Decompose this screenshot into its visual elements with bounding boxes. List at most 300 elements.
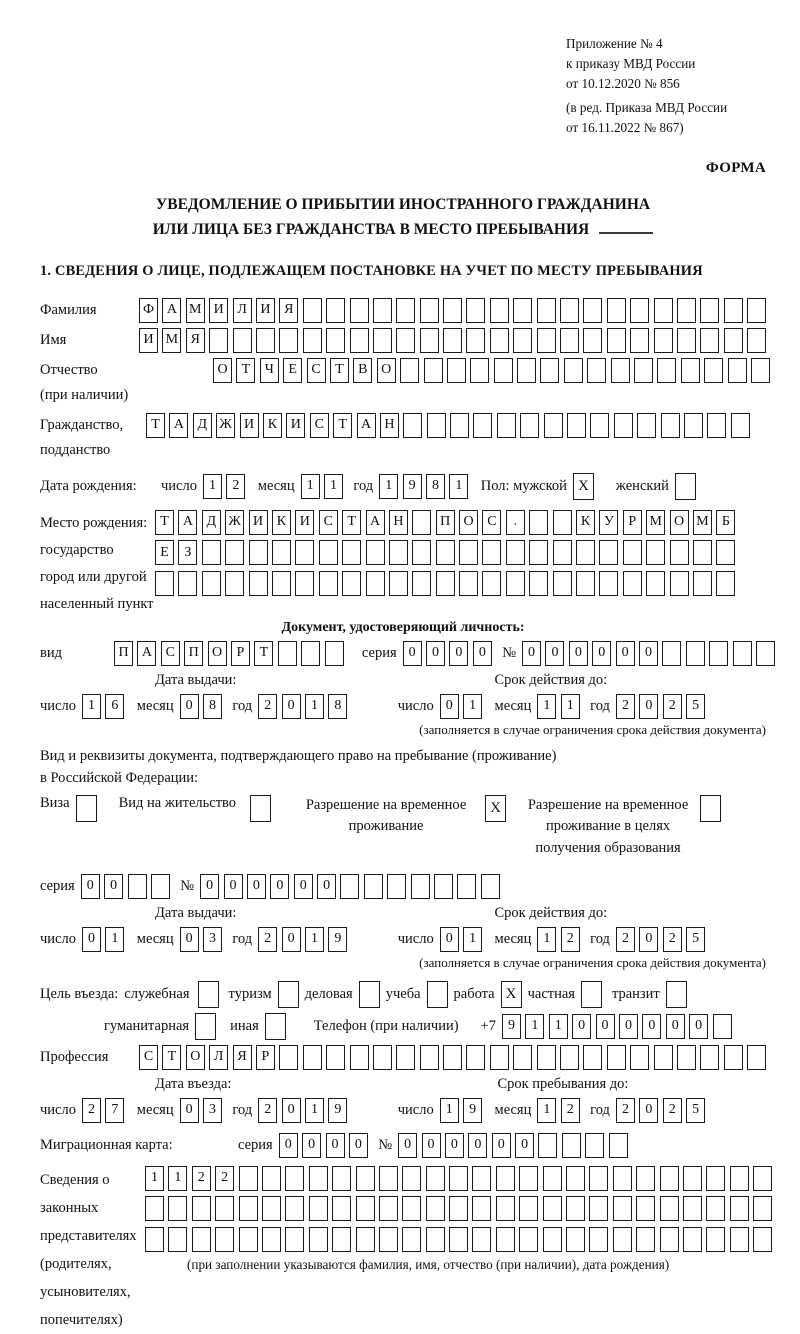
char-box[interactable] xyxy=(654,1045,673,1070)
char-box[interactable]: 1 xyxy=(203,474,222,499)
char-box[interactable]: 3 xyxy=(203,927,222,952)
char-box[interactable]: В xyxy=(353,358,372,383)
char-box[interactable]: Я xyxy=(186,328,205,353)
char-box[interactable]: И xyxy=(295,510,314,535)
char-box[interactable] xyxy=(373,298,392,323)
char-box[interactable] xyxy=(466,1045,485,1070)
char-box[interactable] xyxy=(724,328,743,353)
char-box[interactable] xyxy=(693,540,712,565)
char-box[interactable] xyxy=(662,641,681,666)
char-box[interactable]: 9 xyxy=(328,927,347,952)
char-box[interactable]: 0 xyxy=(224,874,243,899)
char-box[interactable]: Т xyxy=(146,413,165,438)
char-box[interactable] xyxy=(128,874,147,899)
char-box[interactable]: О xyxy=(208,641,227,666)
char-box[interactable] xyxy=(225,540,244,565)
char-box[interactable]: 2 xyxy=(561,927,580,952)
char-box[interactable] xyxy=(543,1166,562,1191)
char-box[interactable]: Я xyxy=(233,1045,252,1070)
char-box[interactable]: 1 xyxy=(449,474,468,499)
char-box[interactable] xyxy=(396,328,415,353)
char-box[interactable]: Р xyxy=(231,641,250,666)
char-box[interactable]: 0 xyxy=(302,1133,321,1158)
char-box[interactable] xyxy=(646,540,665,565)
char-box[interactable] xyxy=(389,540,408,565)
char-box[interactable] xyxy=(686,641,705,666)
char-box[interactable]: Л xyxy=(233,298,252,323)
char-box[interactable] xyxy=(753,1196,772,1221)
char-box[interactable]: Н xyxy=(389,510,408,535)
char-box[interactable] xyxy=(490,328,509,353)
char-box[interactable] xyxy=(482,540,501,565)
purpose-study-checkbox[interactable] xyxy=(427,981,448,1008)
char-box[interactable] xyxy=(356,1166,375,1191)
char-box[interactable]: 1 xyxy=(463,694,482,719)
char-box[interactable]: 0 xyxy=(515,1133,534,1158)
char-box[interactable] xyxy=(202,540,221,565)
char-box[interactable]: 8 xyxy=(426,474,445,499)
char-box[interactable]: 0 xyxy=(282,927,301,952)
char-box[interactable] xyxy=(646,571,665,596)
char-box[interactable] xyxy=(490,298,509,323)
char-box[interactable] xyxy=(683,1196,702,1221)
char-box[interactable] xyxy=(614,413,633,438)
char-box[interactable] xyxy=(309,1227,328,1252)
char-box[interactable] xyxy=(661,413,680,438)
char-box[interactable] xyxy=(481,874,500,899)
char-box[interactable] xyxy=(553,571,572,596)
char-box[interactable] xyxy=(366,571,385,596)
char-box[interactable] xyxy=(683,1166,702,1191)
char-box[interactable] xyxy=(543,1227,562,1252)
char-box[interactable] xyxy=(472,1166,491,1191)
char-box[interactable] xyxy=(466,298,485,323)
char-box[interactable] xyxy=(233,328,252,353)
char-box[interactable]: 1 xyxy=(145,1166,164,1191)
char-box[interactable] xyxy=(272,571,291,596)
char-box[interactable] xyxy=(519,1227,538,1252)
char-box[interactable]: 0 xyxy=(200,874,219,899)
char-box[interactable] xyxy=(599,540,618,565)
char-box[interactable]: С xyxy=(482,510,501,535)
char-box[interactable] xyxy=(566,1166,585,1191)
char-box[interactable] xyxy=(562,1133,581,1158)
char-box[interactable]: А xyxy=(169,413,188,438)
char-box[interactable]: Е xyxy=(155,540,174,565)
char-box[interactable] xyxy=(751,358,770,383)
char-box[interactable]: 2 xyxy=(663,1098,682,1123)
char-box[interactable]: 0 xyxy=(104,874,123,899)
purpose-humanitarian-checkbox[interactable] xyxy=(195,1013,216,1040)
char-box[interactable] xyxy=(225,571,244,596)
char-box[interactable] xyxy=(319,571,338,596)
char-box[interactable] xyxy=(411,874,430,899)
char-box[interactable]: С xyxy=(310,413,329,438)
char-box[interactable] xyxy=(706,1196,725,1221)
char-box[interactable] xyxy=(303,298,322,323)
char-box[interactable] xyxy=(517,358,536,383)
char-box[interactable]: 0 xyxy=(545,641,564,666)
char-box[interactable]: 8 xyxy=(203,694,222,719)
char-box[interactable] xyxy=(262,1166,281,1191)
char-box[interactable] xyxy=(426,1196,445,1221)
char-box[interactable] xyxy=(427,413,446,438)
char-box[interactable]: 2 xyxy=(616,694,635,719)
char-box[interactable] xyxy=(623,540,642,565)
char-box[interactable] xyxy=(309,1166,328,1191)
char-box[interactable] xyxy=(403,413,422,438)
char-box[interactable]: 9 xyxy=(403,474,422,499)
char-box[interactable] xyxy=(700,1045,719,1070)
char-box[interactable]: 9 xyxy=(463,1098,482,1123)
char-box[interactable] xyxy=(496,1196,515,1221)
char-box[interactable]: П xyxy=(114,641,133,666)
char-box[interactable] xyxy=(402,1227,421,1252)
temp-permit-checkbox[interactable]: X xyxy=(485,795,506,822)
char-box[interactable] xyxy=(613,1227,632,1252)
char-box[interactable] xyxy=(660,1227,679,1252)
char-box[interactable]: 0 xyxy=(294,874,313,899)
char-box[interactable] xyxy=(589,1166,608,1191)
char-box[interactable]: 0 xyxy=(440,694,459,719)
char-box[interactable] xyxy=(443,328,462,353)
char-box[interactable]: 0 xyxy=(403,641,422,666)
char-box[interactable] xyxy=(519,1196,538,1221)
residence-permit-checkbox[interactable] xyxy=(250,795,271,822)
char-box[interactable]: Р xyxy=(623,510,642,535)
char-box[interactable]: О xyxy=(670,510,689,535)
char-box[interactable]: 9 xyxy=(502,1014,521,1039)
char-box[interactable]: 1 xyxy=(168,1166,187,1191)
char-box[interactable] xyxy=(340,874,359,899)
char-box[interactable] xyxy=(700,298,719,323)
char-box[interactable] xyxy=(356,1196,375,1221)
char-box[interactable] xyxy=(713,1014,732,1039)
char-box[interactable] xyxy=(178,571,197,596)
char-box[interactable] xyxy=(677,328,696,353)
char-box[interactable] xyxy=(607,328,626,353)
char-box[interactable] xyxy=(544,413,563,438)
char-box[interactable] xyxy=(677,1045,696,1070)
char-box[interactable] xyxy=(168,1227,187,1252)
char-box[interactable] xyxy=(520,413,539,438)
char-box[interactable] xyxy=(459,571,478,596)
char-box[interactable] xyxy=(753,1227,772,1252)
char-box[interactable] xyxy=(654,298,673,323)
char-box[interactable]: И xyxy=(139,328,158,353)
char-box[interactable] xyxy=(537,298,556,323)
char-box[interactable]: Ж xyxy=(216,413,235,438)
char-box[interactable]: 1 xyxy=(537,1098,556,1123)
char-box[interactable] xyxy=(326,328,345,353)
char-box[interactable] xyxy=(457,874,476,899)
char-box[interactable] xyxy=(396,1045,415,1070)
char-box[interactable]: 0 xyxy=(82,927,101,952)
char-box[interactable] xyxy=(202,571,221,596)
char-box[interactable] xyxy=(716,571,735,596)
char-box[interactable]: 2 xyxy=(192,1166,211,1191)
char-box[interactable]: 5 xyxy=(686,927,705,952)
char-box[interactable]: Р xyxy=(256,1045,275,1070)
char-box[interactable]: 1 xyxy=(561,694,580,719)
char-box[interactable] xyxy=(389,571,408,596)
char-box[interactable] xyxy=(630,328,649,353)
char-box[interactable] xyxy=(730,1196,749,1221)
char-box[interactable] xyxy=(412,540,431,565)
char-box[interactable] xyxy=(709,641,728,666)
char-box[interactable]: 2 xyxy=(258,694,277,719)
char-box[interactable] xyxy=(583,328,602,353)
char-box[interactable] xyxy=(566,1196,585,1221)
char-box[interactable] xyxy=(145,1227,164,1252)
char-box[interactable] xyxy=(249,540,268,565)
char-box[interactable]: 1 xyxy=(324,474,343,499)
char-box[interactable] xyxy=(589,1196,608,1221)
char-box[interactable] xyxy=(506,571,525,596)
char-box[interactable]: 3 xyxy=(203,1098,222,1123)
char-box[interactable] xyxy=(450,413,469,438)
char-box[interactable] xyxy=(513,328,532,353)
char-box[interactable]: Я xyxy=(279,298,298,323)
char-box[interactable] xyxy=(295,540,314,565)
char-box[interactable]: 2 xyxy=(258,1098,277,1123)
char-box[interactable] xyxy=(332,1166,351,1191)
char-box[interactable] xyxy=(730,1166,749,1191)
char-box[interactable]: 0 xyxy=(426,641,445,666)
char-box[interactable]: 0 xyxy=(639,694,658,719)
char-box[interactable] xyxy=(636,1227,655,1252)
char-box[interactable] xyxy=(436,540,455,565)
char-box[interactable]: 0 xyxy=(572,1014,591,1039)
char-box[interactable]: А xyxy=(137,641,156,666)
char-box[interactable] xyxy=(279,1045,298,1070)
char-box[interactable]: 0 xyxy=(180,927,199,952)
char-box[interactable] xyxy=(420,328,439,353)
visa-checkbox[interactable] xyxy=(76,795,97,822)
char-box[interactable] xyxy=(239,1196,258,1221)
char-box[interactable]: И xyxy=(249,510,268,535)
char-box[interactable] xyxy=(707,413,726,438)
char-box[interactable]: 0 xyxy=(639,927,658,952)
char-box[interactable] xyxy=(670,571,689,596)
char-box[interactable] xyxy=(683,1227,702,1252)
char-box[interactable]: 0 xyxy=(247,874,266,899)
char-box[interactable]: Т xyxy=(342,510,361,535)
char-box[interactable] xyxy=(724,298,743,323)
char-box[interactable] xyxy=(379,1227,398,1252)
char-box[interactable] xyxy=(387,874,406,899)
char-box[interactable]: 1 xyxy=(305,1098,324,1123)
char-box[interactable] xyxy=(585,1133,604,1158)
char-box[interactable]: И xyxy=(209,298,228,323)
char-box[interactable]: Е xyxy=(283,358,302,383)
char-box[interactable] xyxy=(636,1166,655,1191)
char-box[interactable]: 0 xyxy=(317,874,336,899)
char-box[interactable]: Д xyxy=(193,413,212,438)
char-box[interactable] xyxy=(636,1196,655,1221)
char-box[interactable]: Ж xyxy=(225,510,244,535)
male-checkbox[interactable]: X xyxy=(573,473,594,500)
char-box[interactable] xyxy=(630,298,649,323)
char-box[interactable]: М xyxy=(646,510,665,535)
char-box[interactable] xyxy=(607,1045,626,1070)
char-box[interactable] xyxy=(472,1227,491,1252)
char-box[interactable] xyxy=(239,1227,258,1252)
char-box[interactable]: С xyxy=(319,510,338,535)
char-box[interactable]: 2 xyxy=(561,1098,580,1123)
char-box[interactable]: 1 xyxy=(305,694,324,719)
char-box[interactable]: К xyxy=(576,510,595,535)
char-box[interactable]: М xyxy=(693,510,712,535)
char-box[interactable] xyxy=(373,1045,392,1070)
char-box[interactable] xyxy=(192,1196,211,1221)
char-box[interactable] xyxy=(192,1227,211,1252)
char-box[interactable] xyxy=(567,413,586,438)
char-box[interactable]: К xyxy=(263,413,282,438)
char-box[interactable] xyxy=(654,328,673,353)
char-box[interactable]: 0 xyxy=(596,1014,615,1039)
char-box[interactable]: 1 xyxy=(301,474,320,499)
char-box[interactable]: А xyxy=(357,413,376,438)
char-box[interactable]: Т xyxy=(236,358,255,383)
purpose-tourism-checkbox[interactable] xyxy=(278,981,299,1008)
char-box[interactable] xyxy=(599,571,618,596)
char-box[interactable] xyxy=(731,413,750,438)
char-box[interactable] xyxy=(472,1196,491,1221)
char-box[interactable]: О xyxy=(213,358,232,383)
char-box[interactable] xyxy=(278,641,297,666)
char-box[interactable] xyxy=(706,1227,725,1252)
char-box[interactable] xyxy=(506,540,525,565)
char-box[interactable] xyxy=(342,571,361,596)
char-box[interactable]: М xyxy=(186,298,205,323)
char-box[interactable] xyxy=(576,571,595,596)
char-box[interactable] xyxy=(285,1166,304,1191)
char-box[interactable] xyxy=(279,328,298,353)
char-box[interactable]: 0 xyxy=(689,1014,708,1039)
char-box[interactable] xyxy=(249,571,268,596)
char-box[interactable] xyxy=(513,1045,532,1070)
char-box[interactable]: 5 xyxy=(686,694,705,719)
char-box[interactable]: 0 xyxy=(180,694,199,719)
char-box[interactable] xyxy=(609,1133,628,1158)
char-box[interactable] xyxy=(459,540,478,565)
char-box[interactable] xyxy=(494,358,513,383)
char-box[interactable] xyxy=(332,1196,351,1221)
char-box[interactable] xyxy=(209,328,228,353)
char-box[interactable]: 5 xyxy=(686,1098,705,1123)
char-box[interactable] xyxy=(583,1045,602,1070)
char-box[interactable] xyxy=(519,1166,538,1191)
char-box[interactable]: О xyxy=(186,1045,205,1070)
char-box[interactable] xyxy=(396,298,415,323)
char-box[interactable] xyxy=(295,571,314,596)
char-box[interactable] xyxy=(587,358,606,383)
char-box[interactable] xyxy=(325,641,344,666)
char-box[interactable]: 0 xyxy=(422,1133,441,1158)
char-box[interactable]: Т xyxy=(155,510,174,535)
char-box[interactable] xyxy=(564,358,583,383)
char-box[interactable]: Л xyxy=(209,1045,228,1070)
char-box[interactable]: 0 xyxy=(666,1014,685,1039)
char-box[interactable] xyxy=(303,328,322,353)
char-box[interactable]: Ф xyxy=(139,298,158,323)
char-box[interactable] xyxy=(560,298,579,323)
char-box[interactable]: 0 xyxy=(398,1133,417,1158)
char-box[interactable]: П xyxy=(184,641,203,666)
char-box[interactable]: С xyxy=(161,641,180,666)
char-box[interactable] xyxy=(402,1166,421,1191)
char-box[interactable] xyxy=(496,1227,515,1252)
char-box[interactable] xyxy=(529,571,548,596)
char-box[interactable] xyxy=(490,1045,509,1070)
char-box[interactable] xyxy=(215,1196,234,1221)
char-box[interactable]: М xyxy=(162,328,181,353)
char-box[interactable] xyxy=(747,298,766,323)
char-box[interactable]: 7 xyxy=(105,1098,124,1123)
char-box[interactable] xyxy=(716,540,735,565)
char-box[interactable]: Т xyxy=(254,641,273,666)
char-box[interactable]: 2 xyxy=(82,1098,101,1123)
char-box[interactable] xyxy=(326,298,345,323)
char-box[interactable] xyxy=(747,328,766,353)
char-box[interactable] xyxy=(684,413,703,438)
char-box[interactable] xyxy=(285,1227,304,1252)
char-box[interactable]: 1 xyxy=(463,927,482,952)
char-box[interactable]: 1 xyxy=(305,927,324,952)
char-box[interactable] xyxy=(728,358,747,383)
char-box[interactable] xyxy=(466,328,485,353)
char-box[interactable]: 0 xyxy=(639,641,658,666)
char-box[interactable] xyxy=(262,1196,281,1221)
char-box[interactable] xyxy=(319,540,338,565)
char-box[interactable]: 2 xyxy=(258,927,277,952)
char-box[interactable] xyxy=(364,874,383,899)
char-box[interactable]: 0 xyxy=(619,1014,638,1039)
char-box[interactable] xyxy=(470,358,489,383)
char-box[interactable] xyxy=(373,328,392,353)
char-box[interactable]: 0 xyxy=(592,641,611,666)
char-box[interactable]: 1 xyxy=(537,694,556,719)
char-box[interactable]: 1 xyxy=(82,694,101,719)
char-box[interactable] xyxy=(443,1045,462,1070)
char-box[interactable] xyxy=(681,358,700,383)
char-box[interactable]: 2 xyxy=(663,927,682,952)
char-box[interactable] xyxy=(168,1196,187,1221)
char-box[interactable] xyxy=(301,641,320,666)
char-box[interactable] xyxy=(747,1045,766,1070)
char-box[interactable] xyxy=(538,1133,557,1158)
char-box[interactable] xyxy=(412,571,431,596)
char-box[interactable]: 0 xyxy=(569,641,588,666)
char-box[interactable]: 0 xyxy=(180,1098,199,1123)
char-box[interactable] xyxy=(756,641,775,666)
char-box[interactable] xyxy=(482,571,501,596)
char-box[interactable] xyxy=(637,413,656,438)
char-box[interactable]: Н xyxy=(380,413,399,438)
char-box[interactable]: 0 xyxy=(445,1133,464,1158)
char-box[interactable] xyxy=(497,413,516,438)
char-box[interactable] xyxy=(660,1166,679,1191)
char-box[interactable]: И xyxy=(286,413,305,438)
char-box[interactable] xyxy=(693,571,712,596)
char-box[interactable]: Т xyxy=(333,413,352,438)
char-box[interactable]: Б xyxy=(716,510,735,535)
char-box[interactable] xyxy=(496,1166,515,1191)
char-box[interactable] xyxy=(583,298,602,323)
char-box[interactable] xyxy=(589,1227,608,1252)
char-box[interactable]: 2 xyxy=(616,1098,635,1123)
